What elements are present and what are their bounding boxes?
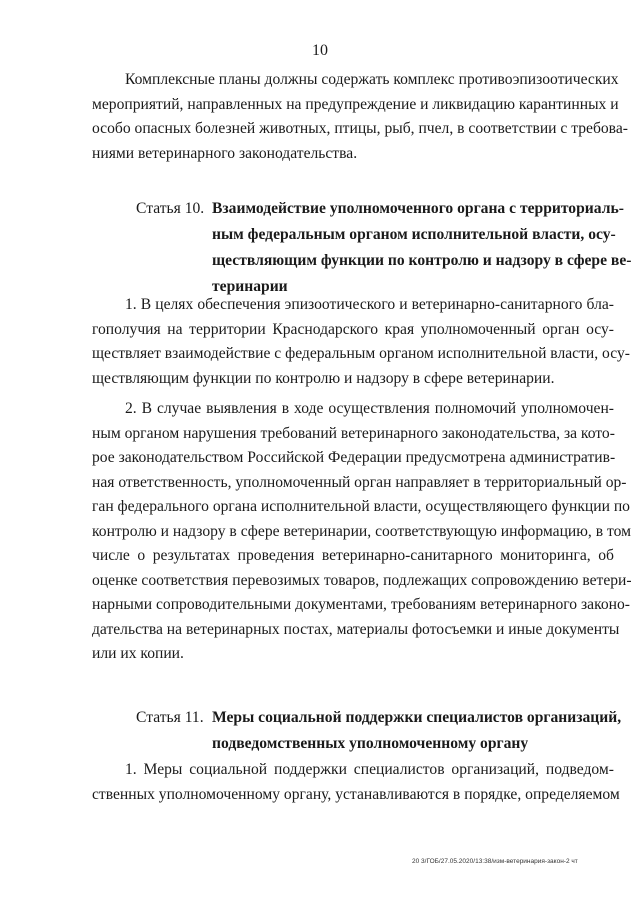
text-line: ществляющим функции по контролю и надзору в сфере ветеринарии. — [92, 369, 555, 387]
text-line: 1. В целях обеспечения эпизоотического и ветеринарно-санитарного бла- — [125, 296, 614, 313]
article-11-paragraph-1 — [92, 758, 620, 807]
text-line: или их копии. — [92, 645, 184, 662]
article-10-title — [212, 196, 632, 300]
text-line: особо опасных болезней животных, птицы, рыб, пчел, в соответствии с требова- — [92, 120, 628, 137]
text-line: Комплексные планы должны содержать комплекс противоэпизоотических — [125, 71, 619, 88]
title-line: Меры социальной поддержки специалистов организаций, — [212, 709, 622, 726]
article-11-title — [212, 705, 622, 757]
text-line: ган федерального органа исполнительной власти, осуществляющего функции по — [92, 498, 630, 515]
text-line: гополучия на территории Краснодарского края уполномоченный орган осу- — [92, 320, 614, 338]
text-line: оценке соответствия перевозимых товаров, подлежащих сопровождению ветери- — [92, 571, 632, 589]
text-line: рое законодательством Российской Федерации предусмотрена административ- — [92, 449, 616, 466]
title-line: ществляющим функции по контролю и надзору в сфере ве- — [212, 252, 632, 269]
text-line: контролю и надзору в сфере ветеринарии, соответствующую информацию, в том — [92, 522, 631, 540]
article-10-paragraph-2 — [92, 397, 632, 667]
text-line: числе о результатах проведения ветеринарно-санитарного мониторинга, об — [92, 547, 614, 564]
text-line: 1. Меры социальной поддержки специалистов организаций, подведом- — [125, 761, 614, 778]
text-line: нарными сопроводительными документами, требованиям ветеринарного законо- — [92, 596, 630, 613]
title-line: ным федеральным органом исполнительной власти, осу- — [212, 226, 616, 243]
title-line: Взаимодействие уполномоченного органа с территориаль- — [212, 200, 624, 217]
title-line: теринарии — [212, 278, 288, 295]
text-line: ществляет взаимодействие с федеральным органом исполнительной власти, осу- — [92, 345, 630, 362]
document-footer-code: 20 3/ГОБ/27.05.2020/13:38/изм-ветеринария-закон-2 чт — [412, 858, 578, 865]
text-line: мероприятий, направленных на предупреждение и ликвидацию карантинных и — [92, 95, 619, 113]
intro-paragraph — [92, 68, 628, 166]
article-10-paragraph-1 — [92, 293, 630, 391]
text-line: дательства на ветеринарных постах, материалы фотосъемки и иные документы — [92, 620, 620, 638]
article-11-number: Статья 11. — [136, 709, 204, 726]
text-line: 2. В случае выявления в ходе осуществления полномочий уполномочен- — [125, 400, 614, 417]
page-number: 10 — [312, 42, 328, 59]
text-line: ственных уполномоченному органу, устанавливаются в порядке, определяемом — [92, 785, 620, 803]
text-line: ным органом нарушения требований ветеринарного законодательства, за кото- — [92, 424, 615, 442]
text-line: ниями ветеринарного законодательства. — [92, 144, 358, 162]
article-10-number: Статья 10. — [136, 200, 205, 217]
title-line: подведомственных уполномоченному органу — [212, 735, 529, 752]
text-line: ная ответственность, уполномоченный орган направляет в территориальный ор- — [92, 473, 627, 491]
